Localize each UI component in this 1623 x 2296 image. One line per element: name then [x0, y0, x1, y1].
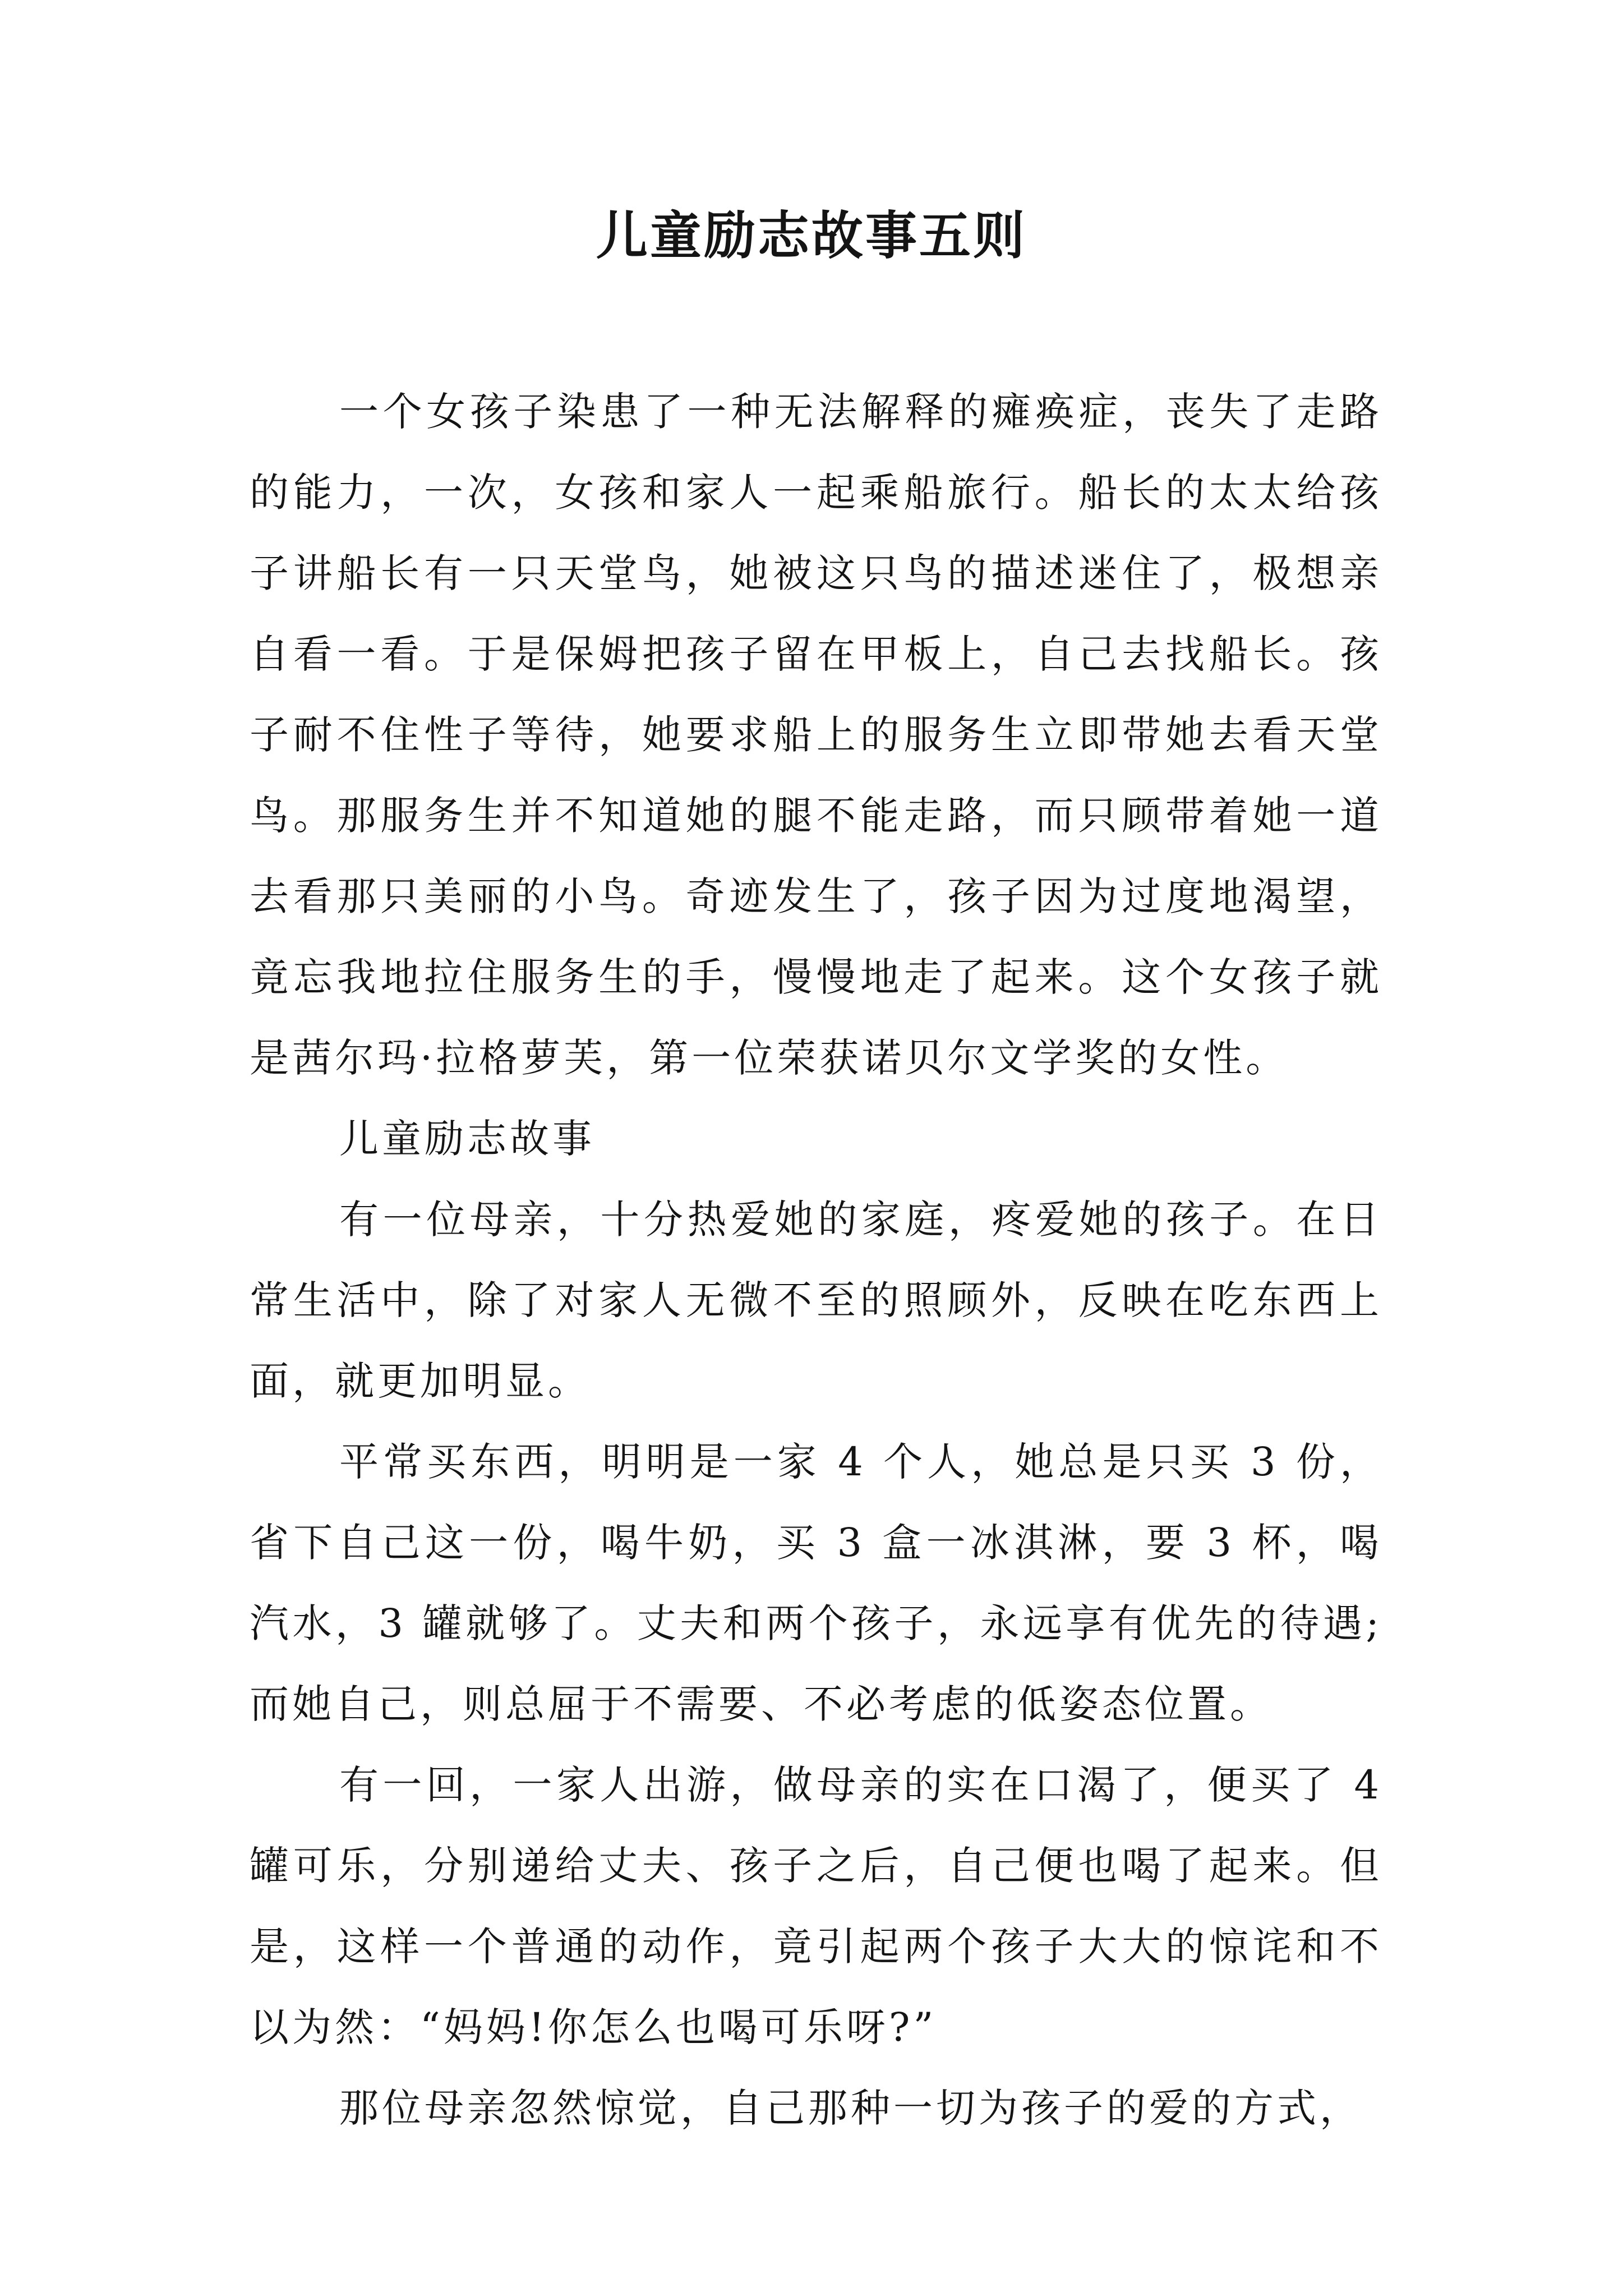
section-heading: 儿童励志故事 [339, 1116, 595, 1162]
paragraph-shopping: 平常买东西，明明是一家 4 个人，她总是只买 3 份，省下自己这一份，喝牛奶，买 3 盒一冰淇淋，要 3 杯，喝汽水，3 罐就够了。丈夫和两个孩子，永远享有优先的待遇;而她自己，则总屈于不需要、不必考虑的低姿态位置。 [250, 1439, 1382, 1727]
paragraph-story-one: 一个女孩子染患了一种无法解释的瘫痪症，丧失了走路的能力，一次，女孩和家人一起乘船旅行。船长的太太给孩子讲船长有一只天堂鸟，她被这只鸟的描述迷住了，极想亲自看一看。于是保姆把孩子留在甲板上，自己去找船长。孩子耐不住性子等待，她要求船上的服务生立即带她去看天堂鸟。那服务生并不知道她的腿不能走路，而只顾带着她一道去看那只美丽的小鸟。奇迹发生了，孩子因为过度地渴望，竟忘我地拉住服务生的手，慢慢地走了起来。这个女孩子就是茜尔玛·拉格萝芙，第一位荣获诺贝尔文学奖的女性。 [250, 389, 1382, 1081]
paragraph-realization: 那位母亲忽然惊觉，自己那种一切为孩子的爱的方式， [339, 2085, 1362, 2131]
document-body [250, 371, 1382, 2148]
paragraph-outing: 有一回，一家人出游，做母亲的实在口渴了，便买了 4 罐可乐，分别递给丈夫、孩子之后，自己便也喝了起来。但是，这样一个普通的动作，竟引起两个孩子大大的惊诧和不以为然：“妈妈!你怎么也喝可乐呀?” [250, 1762, 1382, 2050]
paragraph-mother-intro: 有一位母亲，十分热爱她的家庭，疼爱她的孩子。在日常生活中，除了对家人无微不至的照顾外，反映在吃东西上面，就更加明显。 [250, 1197, 1382, 1404]
document-title: 儿童励志故事五则 [596, 205, 1027, 266]
